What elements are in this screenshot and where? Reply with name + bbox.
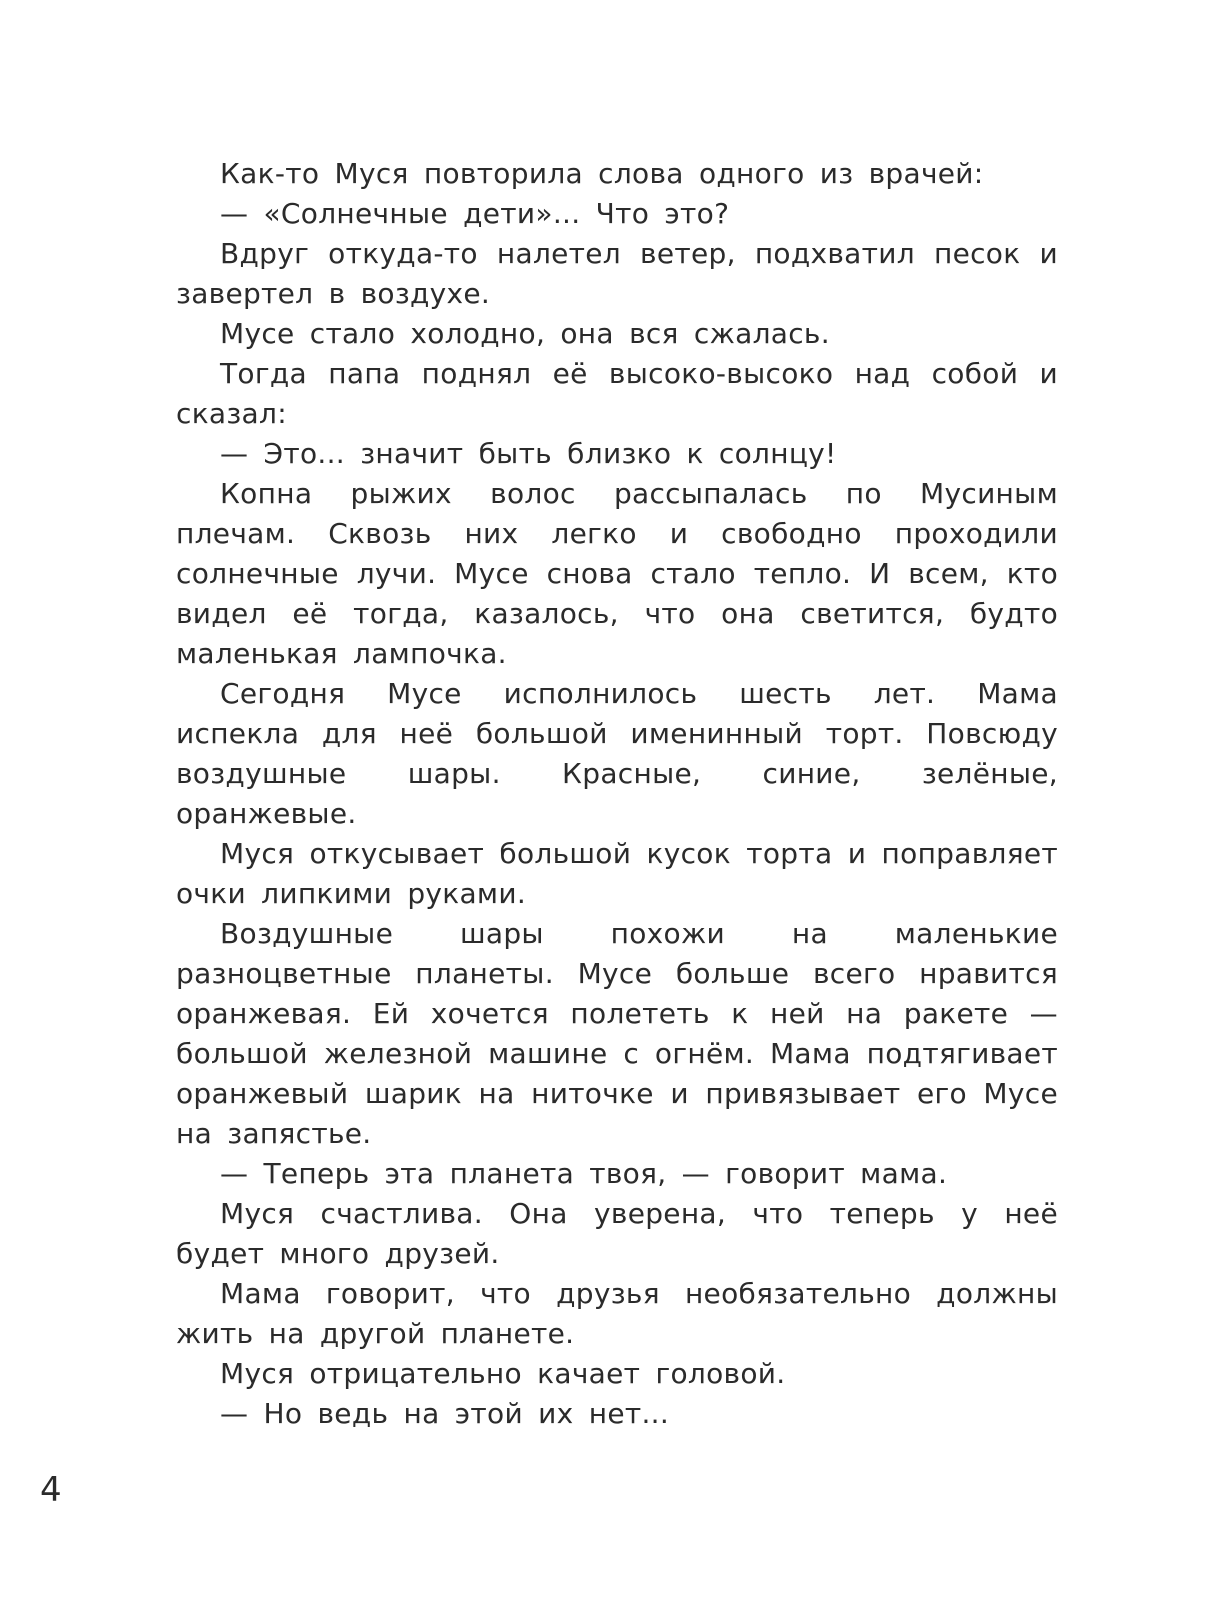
paragraph: Копна рыжих волос рассыпалась по Мусиным плечам. Сквозь них легко и свободно проходили солнечные лучи. Мусе снова стало тепло. И всем, кто видел её тогда, казалось, что она светится, будто маленькая лампочка. <box>176 477 1058 670</box>
text-section-1 <box>176 154 1058 674</box>
page-number: 4 <box>40 1470 62 1510</box>
dialogue-line: — Но ведь на этой их нет... <box>220 1397 670 1430</box>
paragraph: Вдруг откуда-то налетел ветер, подхватил песок и завертел в воздухе. <box>176 237 1058 310</box>
dialogue-line: — Это... значит быть близко к солнцу! <box>220 437 837 470</box>
dialogue-line: — Теперь эта планета твоя, — говорит мама. <box>220 1157 948 1190</box>
paragraph: Муся откусывает большой кусок торта и поправляет очки липкими руками. <box>176 837 1058 910</box>
paragraph: Мама говорит, что друзья необязательно должны жить на другой планете. <box>176 1277 1058 1350</box>
paragraph: Воздушные шары похожи на маленькие разноцветные планеты. Мусе больше всего нравится оранжевая. Ей хочется полететь к ней на ракете — большой железной машине с огнём. Мама подтягивает оранжевый шарик на ниточке и привязывает его Мусе на запястье. <box>176 917 1058 1150</box>
paragraph: Сегодня Мусе исполнилось шесть лет. Мама испекла для неё большой именинный торт. Повсюду воздушные шары. Красные, синие, зелёные, оранжевые. <box>176 677 1058 830</box>
paragraph: Как-то Муся повторила слова одного из врачей: <box>220 157 984 190</box>
text-section-2 <box>176 674 1058 1434</box>
paragraph: Муся счастлива. Она уверена, что теперь у неё будет много друзей. <box>176 1197 1058 1270</box>
paragraph: Муся отрицательно качает головой. <box>220 1357 786 1390</box>
paragraph: Мусе стало холодно, она вся сжалась. <box>220 317 830 350</box>
paragraph: Тогда папа поднял её высоко-высоко над собой и сказал: <box>176 357 1058 430</box>
dialogue-line: — «Солнечные дети»... Что это? <box>220 197 730 230</box>
